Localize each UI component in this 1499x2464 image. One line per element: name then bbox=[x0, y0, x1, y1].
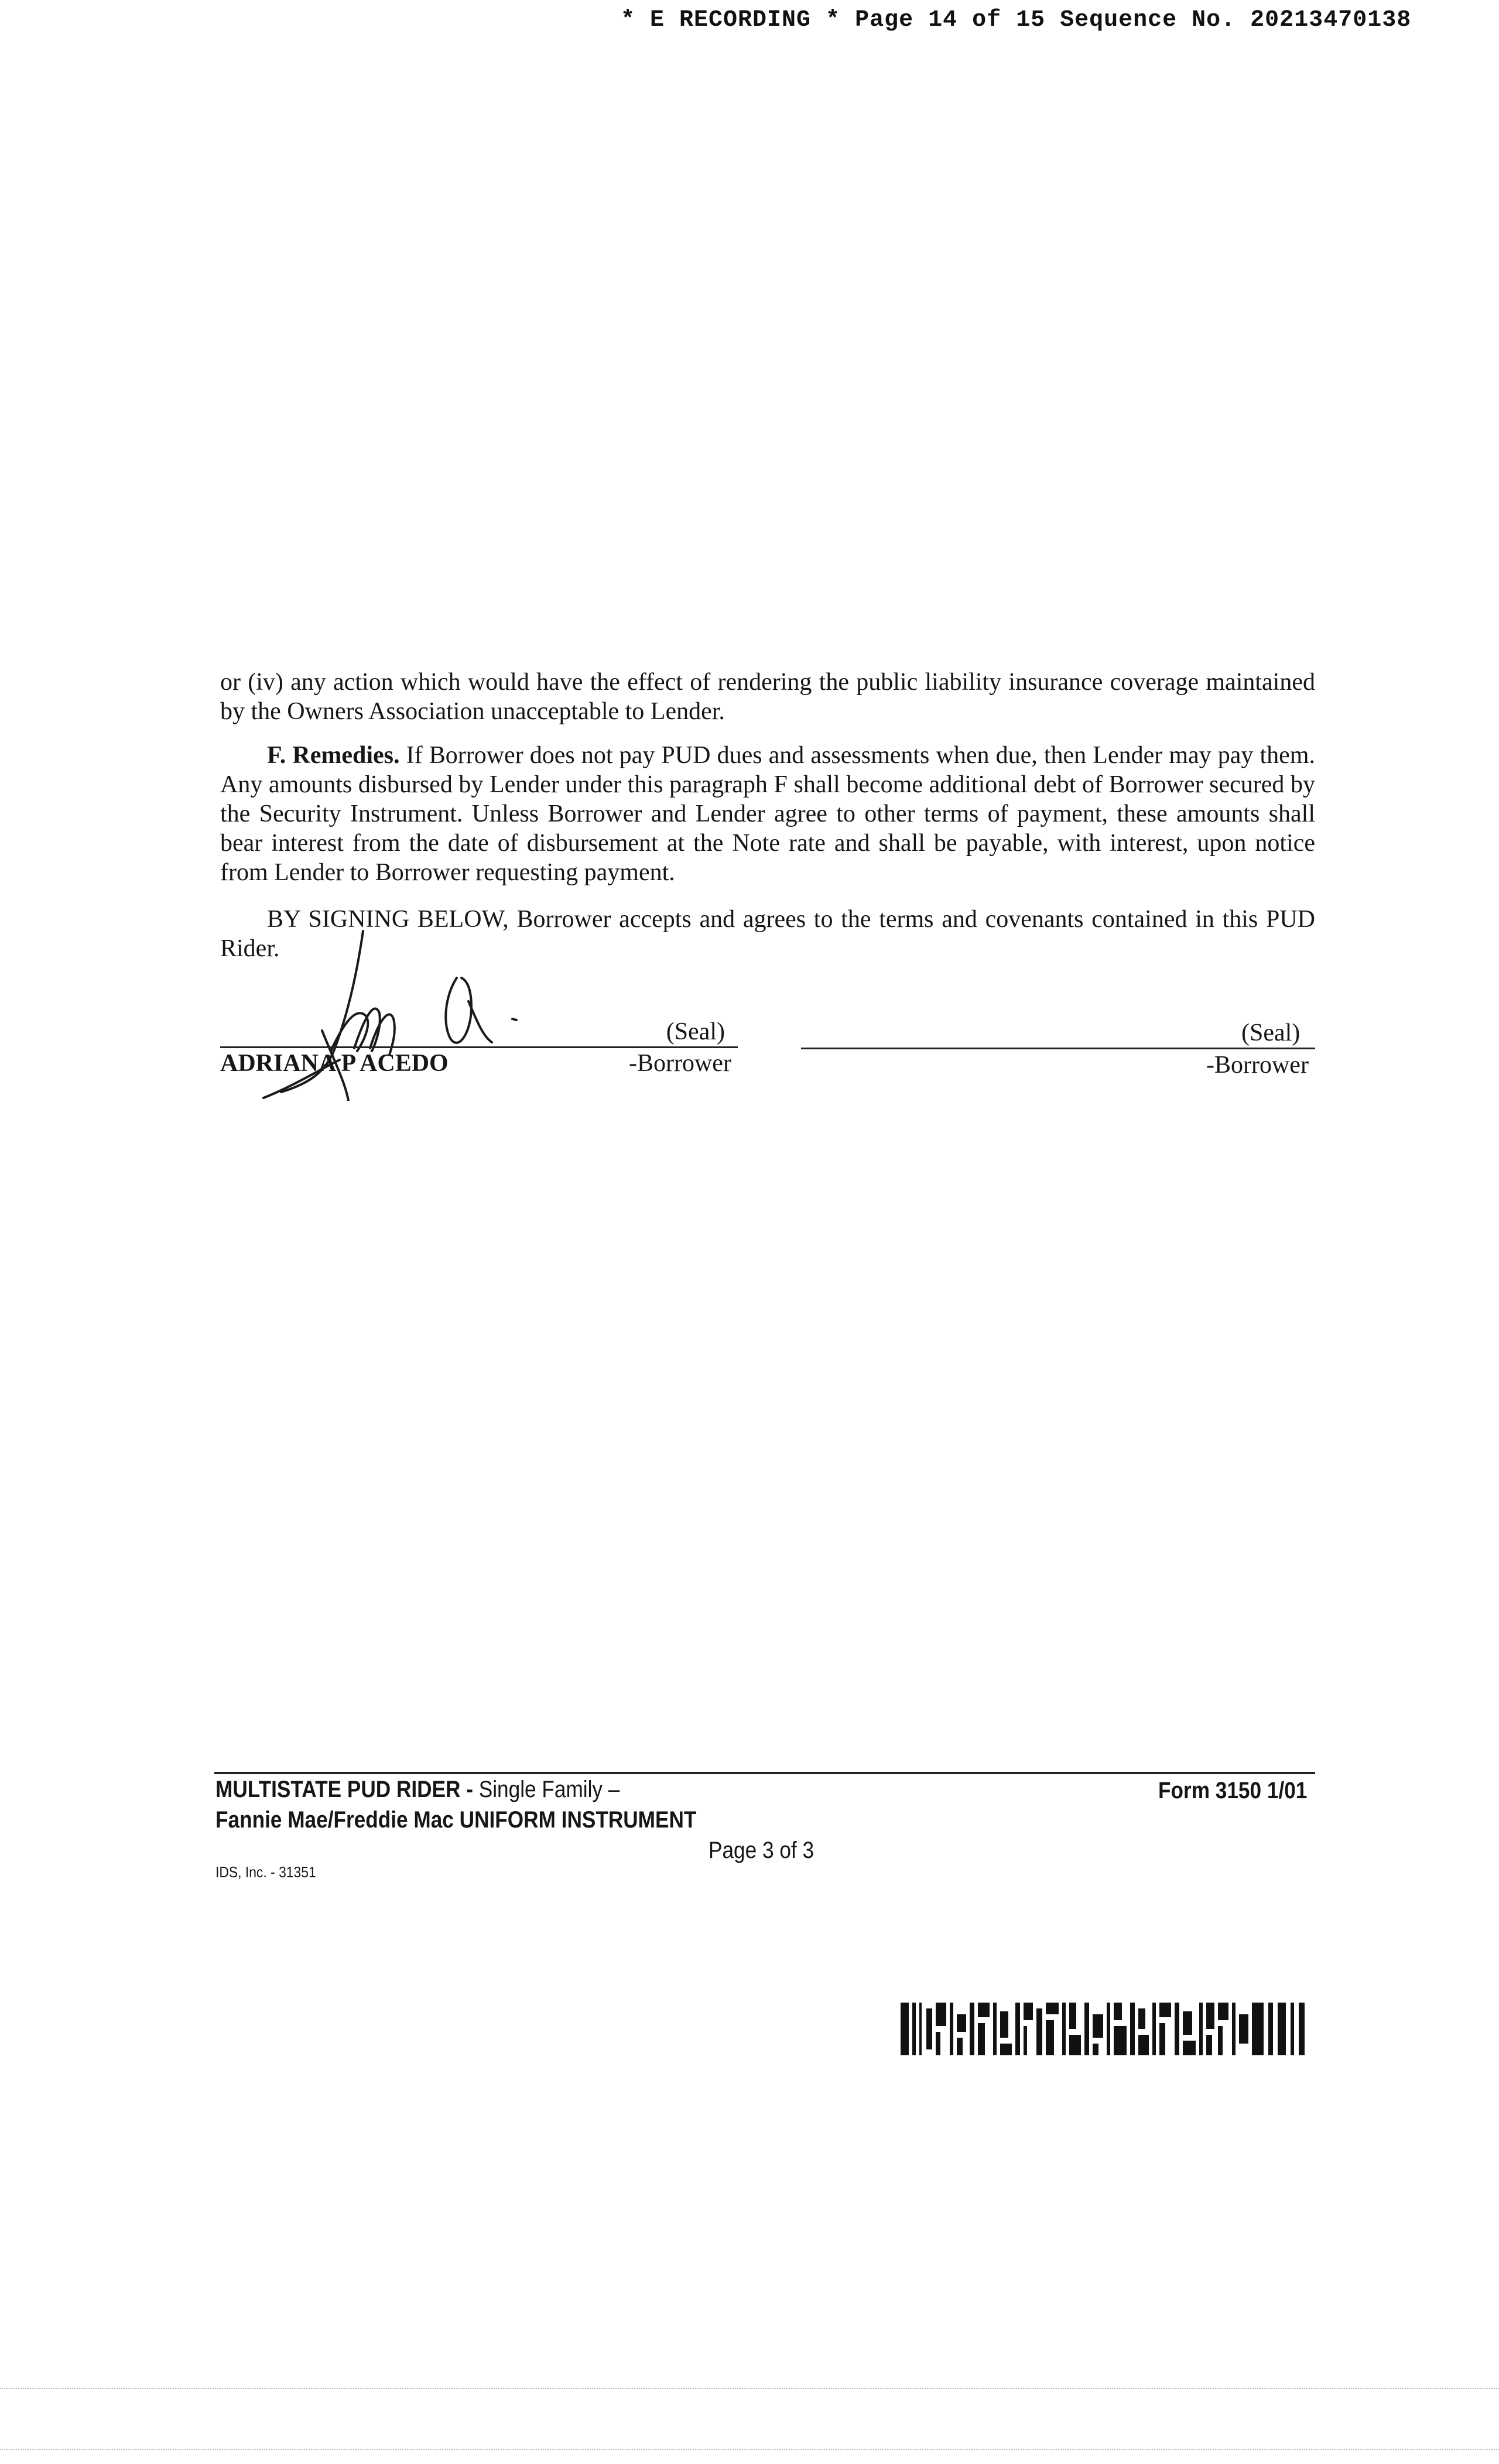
page-number: Page 3 of 3 bbox=[709, 1837, 814, 1863]
paragraph-signing: BY SIGNING BELOW, Borrower accepts and agrees to the terms and covenants contained in this PUD Rider. bbox=[220, 906, 1315, 962]
form-title bbox=[215, 1777, 620, 1803]
recording-header: * E RECORDING * Page 14 of 15 Sequence No. 20213470138 bbox=[621, 7, 1412, 33]
remedies-heading: F. Remedies. bbox=[267, 742, 400, 769]
scan-noise-line bbox=[0, 2449, 1499, 2450]
barcode-icon bbox=[901, 2003, 1310, 2055]
form-title-rest: Single Family – bbox=[478, 1777, 620, 1802]
borrower-name: ADRIANA P ACEDO bbox=[220, 1050, 449, 1077]
remedies-text: If Borrower does not pay PUD dues and assessments when due, then Lender may pay them. Any amounts disbursed by Lender under this paragraph F shall become additional debt of Borrower secured by the Security Instrument. Unless Borrower and Lender agree to other terms of payment, these amounts shall bear interest from the date of disbursement at the Note rate and shall be payable, with interest, upon notice from Lender to Borrower requesting payment. bbox=[220, 742, 1315, 886]
right-signature-line bbox=[801, 1048, 1315, 1049]
footer-rule bbox=[214, 1772, 1315, 1774]
left-borrower-role: -Borrower bbox=[629, 1050, 731, 1077]
form-line-2: Fannie Mae/Freddie Mac UNIFORM INSTRUMENT bbox=[215, 1807, 697, 1833]
ids-code: IDS, Inc. - 31351 bbox=[215, 1863, 316, 1881]
form-number: Form 3150 1/01 bbox=[1158, 1778, 1308, 1803]
right-borrower-role: -Borrower bbox=[1206, 1052, 1309, 1079]
left-seal-row bbox=[223, 1018, 732, 1045]
form-title-bold: MULTISTATE PUD RIDER - bbox=[215, 1777, 479, 1802]
paragraph-remedies bbox=[220, 741, 1315, 887]
right-seal-label: (Seal) bbox=[1241, 1019, 1300, 1046]
left-seal-label: (Seal) bbox=[666, 1018, 725, 1045]
left-signature-line bbox=[220, 1046, 738, 1048]
paragraph-iv: or (iv) any action which would have the effect of rendering the public liability insurance coverage maintained by the Owners Association unacceptable to Lender. bbox=[220, 669, 1315, 725]
scan-noise-line bbox=[0, 2388, 1499, 2389]
